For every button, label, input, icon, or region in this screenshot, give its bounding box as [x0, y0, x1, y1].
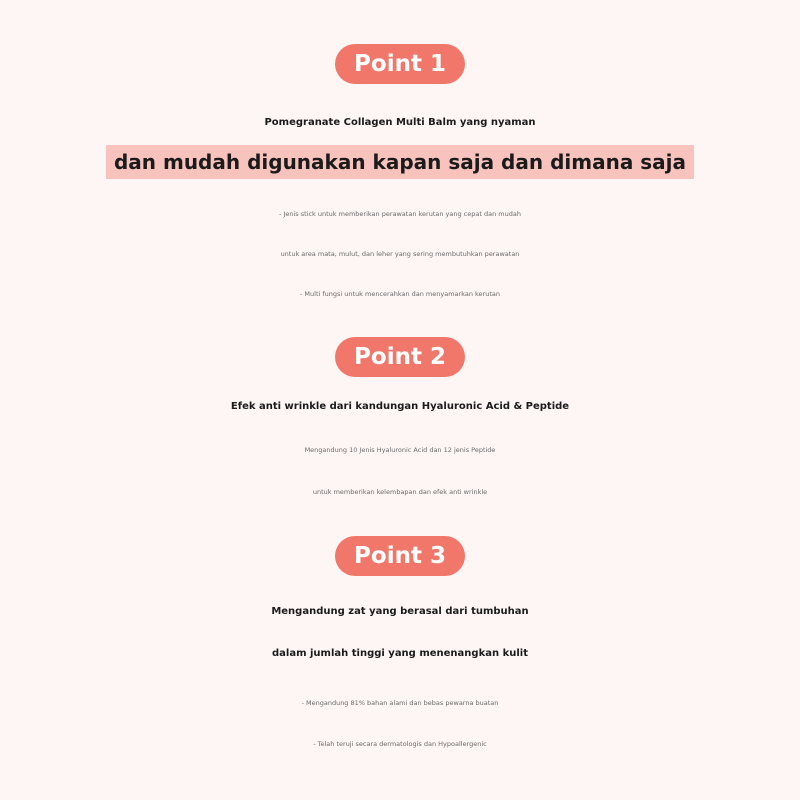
point-2-detail-1: Mengandung 10 Jenis Hyaluronic Acid dan 12 jenis Peptide — [304, 446, 496, 454]
point-1-detail-2: untuk area mata, mulut, dan leher yang sering membutuhkan perawatan — [280, 250, 520, 258]
point-1-detail-3: - Multi fungsi untuk mencerahkan dan menyamarkan kerutan — [300, 290, 500, 298]
point-1-detail-1: - Jenis stick untuk memberikan perawatan kerutan yang cepat dan mudah — [279, 210, 521, 218]
point-1-heading-line-2-wrap — [0, 145, 800, 179]
point-3-detail-2: - Telah teruji secara dermatologis dan Hypoallergenic — [313, 740, 487, 748]
point-3-badge: Point 3 — [335, 536, 465, 576]
point-2-detail-2: untuk memberikan kelembapan dan efek anti wrinkle — [312, 488, 488, 496]
point-2-badge-wrap — [0, 337, 800, 377]
point-3-badge-wrap — [0, 536, 800, 576]
point-1-badge-wrap — [0, 44, 800, 84]
point-1-heading-line-2: dan mudah digunakan kapan saja dan dimana saja — [106, 145, 694, 179]
point-3-heading-line-1: Mengandung zat yang berasal dari tumbuhan — [271, 606, 529, 617]
point-3-heading-line-2: dalam jumlah tinggi yang menenangkan kulit — [272, 648, 528, 659]
point-1-heading-line-1: Pomegranate Collagen Multi Balm yang nyaman — [264, 117, 536, 128]
point-3-detail-1: - Mengandung 81% bahan alami dan bebas pewarna buatan — [301, 699, 499, 707]
point-2-badge: Point 2 — [335, 337, 465, 377]
point-1-badge: Point 1 — [335, 44, 465, 84]
point-2-heading-line-1: Efek anti wrinkle dari kandungan Hyaluronic Acid & Peptide — [230, 401, 570, 412]
